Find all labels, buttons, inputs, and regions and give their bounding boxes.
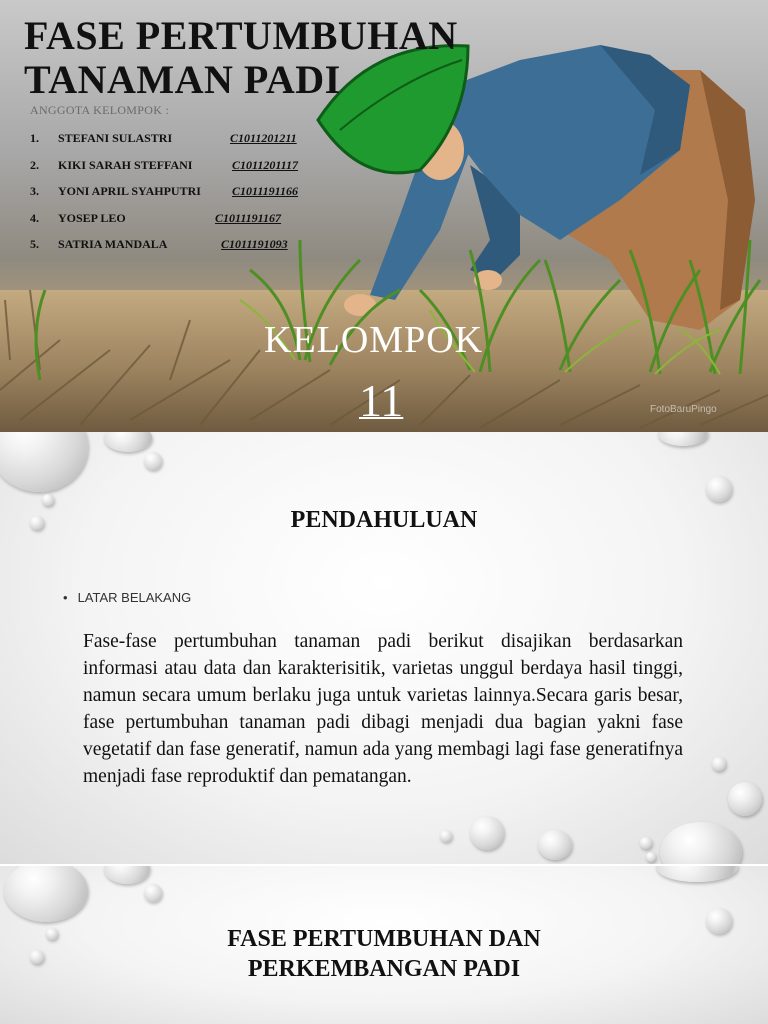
water-drop-icon xyxy=(706,476,732,502)
members-list xyxy=(30,131,330,264)
water-drop-icon xyxy=(658,432,708,446)
title-line-1: FASE PERTUMBUHAN DAN xyxy=(227,926,541,952)
section-title xyxy=(0,924,768,984)
member-row: 2. KIKI SARAH STEFFANI C1011201117 xyxy=(30,157,299,172)
farmer-hand xyxy=(344,294,376,316)
water-drop-icon xyxy=(440,830,452,842)
water-drop-icon xyxy=(104,432,152,452)
water-drop-icon xyxy=(660,822,742,864)
growth-phase-slide xyxy=(0,866,768,1024)
water-drop-icon xyxy=(646,852,656,862)
members-heading: ANGGOTA KELOMPOK : xyxy=(30,103,170,117)
water-drop-icon xyxy=(42,494,54,506)
title-line-2: PERKEMBANGAN PADI xyxy=(247,956,521,982)
title-slide xyxy=(0,0,768,432)
water-drop-icon xyxy=(728,782,762,816)
water-drop-icon xyxy=(712,757,726,771)
water-drop-icon xyxy=(144,884,162,902)
title-line-1: FASE PERTUMBUHAN xyxy=(24,13,458,58)
title-line-2: TANAMAN PADI xyxy=(24,57,341,102)
water-drop-icon xyxy=(538,830,572,860)
introduction-slide xyxy=(0,432,768,864)
member-row: 3. YONI APRIL SYAHPUTRI C1011191166 xyxy=(30,184,299,198)
water-drop-icon xyxy=(0,432,88,492)
page-title xyxy=(24,14,458,102)
water-drop-icon xyxy=(470,816,504,850)
member-row: 5. SATRIA MANDALA C1011191093 xyxy=(30,237,288,251)
watermark: FotoBaruPingo xyxy=(650,404,717,415)
bullet-label: LATAR BELAKANG xyxy=(77,590,192,605)
bullet-item xyxy=(63,590,191,605)
water-drop-icon xyxy=(4,866,88,922)
water-drop-icon xyxy=(656,866,738,882)
water-drop-icon xyxy=(640,837,652,849)
group-label: KELOMPOK xyxy=(264,319,484,361)
member-row: 4. YOSEP LEO C1011191167 xyxy=(30,210,282,225)
water-drop-icon xyxy=(144,452,162,470)
member-row: 1. STEFANI SULASTRI C1011201211 xyxy=(30,131,297,145)
section-title: PENDAHULUAN xyxy=(290,507,478,533)
group-number: 11 xyxy=(359,375,404,426)
water-drop-icon xyxy=(104,866,150,884)
bullet-dot-icon: • xyxy=(63,590,68,605)
intro-paragraph: Fase-fase pertumbuhan tanaman padi berikut disajikan berdasarkan informasi atau data dan karakterisitik, varietas unggul berdaya hasil tinggi, namun secara umum berlaku juga untuk varietas lainnya.Secara garis besar, fase pertumbuhan tanaman padi dibagi menjadi dua bagian yakni fase vegetatif dan fase generatif, namun ada yang membagi lagi fase generatifnya menjadi fase reproduktif dan pematangan. xyxy=(83,631,683,787)
